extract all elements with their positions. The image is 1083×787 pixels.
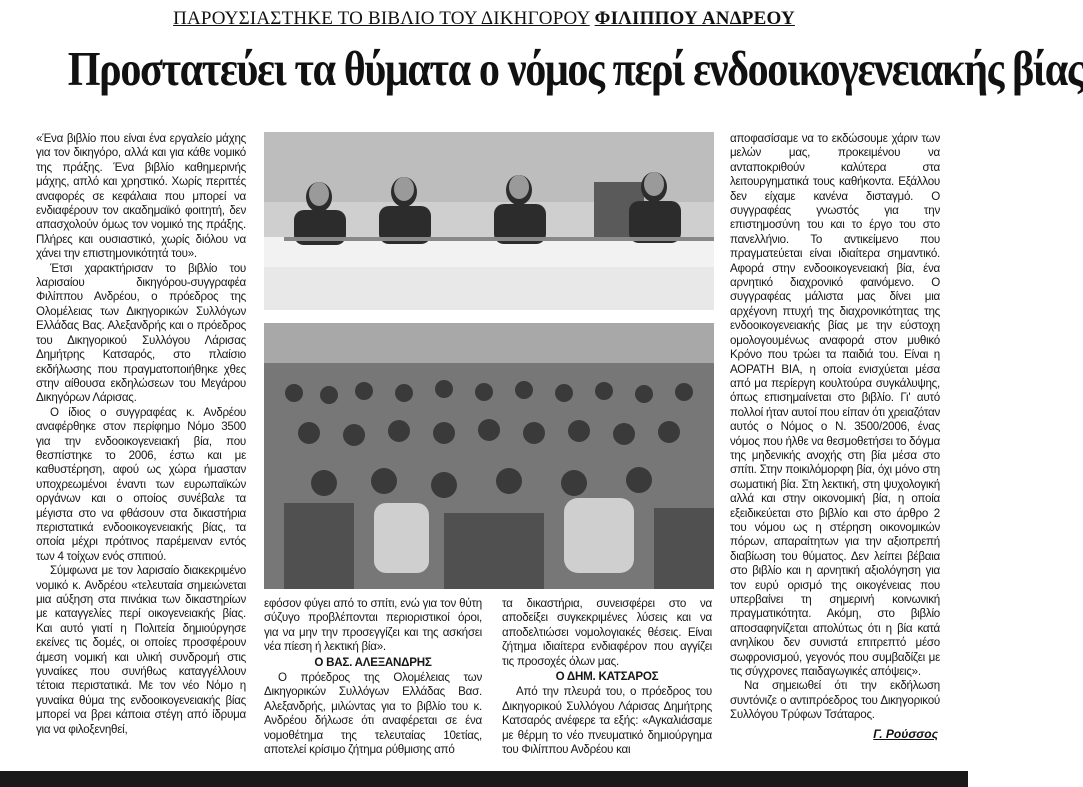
photo-panel-speakers [264, 132, 714, 310]
paragraph: Έτσι χαρακτήρισαν το βιβλίο του λαρισαίου δικηγόρου-συγγραφέα Φιλίππου Ανδρέου, ο πρόεδρος της Ολομέλειας των Δικηγορικών Συλλόγων Ελλάδας Βας. Αλεξανδρής και ο πρόεδρος του Δικηγορικού Συλλόγου Λάρισας Δημήτρης Κατσαρός, στο πλαίσιο εκδήλωσης που πραγματοποιήθηκε χθες στην αίθουσα εκδηλώσεων του Μεγάρου Δικηγόρων Λάρισας. [36, 261, 246, 405]
paragraph: εφόσον φύγει από το σπίτι, ενώ για τον θύτη σύζυγο προβλέπονται περιοριστικοί όροι, για να μην την προσεγγίζει και της ασκήσει νέα πίεση ή λεκτική βία». [264, 597, 482, 654]
article-column-3 [502, 597, 712, 757]
article-column-1 [36, 132, 246, 737]
footer-bar [0, 771, 968, 787]
paragraph: τα δικαστήρια, συνεισφέρει στο να αποδείξει συγκεκριμένες λύσεις και να αποδελτιώσει νομολογιακές θέσεις. Είναι ζήτημα ιδιαίτερα ενδιαφέρον που αγγίζει τις προσοχές όλων μας. [502, 597, 712, 668]
paragraph: Ο ίδιος ο συγγραφέας κ. Ανδρέου αναφέρθηκε στον περίφημο Νόμο 3500 για την ενδοοικογενειακή βία, που θεσπίστηκε το 2006, έστω και με καθυστέρηση, αφού ως χώρα ήμασταν υποχρεωμένοι έναντι των ευρωπαϊκών οργάνων και ο οποίος συνέβαλε τα μέγιστα στο να φθάσουν στα δικαστήρια περιστατικά ενδοοικογενειακής βίας, τα οποία μέχρι πρότινος παρέμειναν εντός των 4 τοίχων ενός σπιτιού. [36, 405, 246, 563]
paragraph: Ο πρόεδρος της Ολομέλειας των Δικηγορικών Συλλόγων Ελλάδας Βασ. Αλεξανδρής, μιλώντας για το βιβλίο του κ. Ανδρέου δήλωσε ότι αναφέρεται σε ένα νομοθέτημα της τελευταίας 10ετίας, αποτελεί κρίσιμο ζήτημα ρύθμισης από [264, 671, 482, 757]
paragraph: Σύμφωνα με τον λαρισαίο διακεκριμένο νομικό κ. Ανδρέου «τελευταία σημειώνεται μια αύξηση στα πινάκια των δικαστηρίων με καταγγελίες περί οικογενειακής βίας. Και αυτό γιατί η Πολιτεία δημιούργησε εκείνες τις δομές, οι οποίες προσφέρουν άμεση νομική και υλική συνδρομή στις γυναίκες που συνήθως καταγγέλλουν τέτοια περιστατικά. Με τον νέο Νόμο η γυναίκα θύμα της ενδοοικογενειακής βίας μπορεί να βρει κάποια στέγη από ίδρυμα για να φιλοξενηθεί, [36, 564, 246, 736]
kicker-name: ΦΙΛΙΠΠΟΥ ΑΝΔΡΕΟΥ [594, 8, 795, 29]
headline: Προστατεύει τα θύματα ο νόμος περί ενδοοικογενειακής βίας [67, 41, 1083, 96]
article-column-2 [264, 597, 482, 757]
subheading: Ο ΒΑΣ. ΑΛΕΞΑΝΔΡΗΣ [314, 655, 432, 669]
article-column-4 [730, 132, 940, 723]
paragraph: Να σημειωθεί ότι την εκδήλωση συντόνιζε ο αντιπρόεδρος του Δικηγορικού Συλλόγου Τρύφων Τσάταρος. [730, 679, 940, 722]
audience-photo-image [264, 323, 714, 589]
byline: Γ. Ρούσσος [873, 727, 938, 741]
kicker [0, 8, 968, 30]
panel-photo-image [264, 132, 714, 310]
subheading: Ο ΔΗΜ. ΚΑΤΣΑΡΟΣ [555, 670, 659, 684]
paragraph: αποφασίσαμε να το εκδώσουμε χάριν των μελών μας, προκειμένου να ανταποκριθούν καλύτερα στα λειτουργηματικά τους καθήκοντα. Εξάλλου δεν είχαμε κανένα δισταγμό. Ο συγγραφέας γνωστός για την επιστημοσύνη του και το έργο του στο πανελλήνιο. Το αντικείμενο που πραγματεύεται είναι ιδιαίτερα σημαντικό. Αφορά στην ενδοοικογενειακή βία, ένα αρνητικό διαχρονικό φαινόμενο. Ο συγγραφέας μάλιστα μας δίνει μια αρχέγονη πτυχή της διαχρονικότητας της ενδοοικογενειακής βίας με την εύστοχη ομολογουμένως αναφορά στον μυθικό Κρόνο που τρώει τα παιδιά του. Είναι η ΑΟΡΑΤΗ ΒΙΑ, η οποία ενισχύεται μέσα από μα περίεργη κουλτούρα συγκάλυψης, όπως επισημαίνεται στο βιβλίο. Γι' αυτό πολλοί ήταν αυτοί που είπαν ότι χρειαζόταν αυτός ο Νόμος ο Ν. 3500/2006, ένας νόμος που ήλθε να θεσμοθετήσει το δόγμα της μηδενικής ανοχής στη βία μέσα στο σπίτι. Στην ποικιλόμορφη βία, όχι μόνο στη σωματική βία. Στη λεκτική, στη ψυχολογική αλλά και στην οικονομική βία, η οποία εξειδικεύεται στο βιβλίο και στο άρθρο 2 του νόμου ως η στέρηση οικονομικών πόρων, απαραίτητων για την αξιοπρεπή διαβίωση του θύματος. Δεν λείπει βέβαια στο βιβλίο και η αρνητική αξιολόγηση για τον ευρύ ορισμό της οικογένειας που υπερβαίνει τη σημερινή κοινωνική πραγματικότητα. Ακόμη, στο βιβλίο αποσαφηνίζεται απολύτως ότι η βία κατά ανηλίκου δεν συνιστά επιτρεπτό μέσο σωφρονισμού, γεγονός που συμβαδίζει με τις σύγχρονες παιδαγωγικές απόψεις». [730, 132, 940, 679]
paragraph: «Ένα βιβλίο που είναι ένα εργαλείο μάχης για τον δικηγόρο, αλλά και για κάθε νομικό της πράξης. Ένα βιβλίο καθημερινής μάχης, απλό και χρηστικό. Χωρίς περιττές αναφορές σε κεφάλαια που μπορεί να ενδιαφέρουν τον ακαδημαϊκό φοιτητή, δεν απασχολούν όμως τον νομικό της πράξης. Πλήρες και ουσιαστικό, χωρίς διόλου να χάνει την επιστημονικότητά του». [36, 132, 246, 261]
kicker-prefix: ΠΑΡΟΥΣΙΑΣΤΗΚΕ ΤΟ ΒΙΒΛΙΟ ΤΟΥ ΔΙΚΗΓΟΡΟΥ [173, 8, 590, 29]
paragraph: Από την πλευρά του, ο πρόεδρος του Δικηγορικού Συλλόγου Λάρισας Δημήτρης Κατσαρός ανέφερε τα εξής: «Αγκαλιάσαμε με θέρμη το νέο πνευματικό δημιούργημα του Φιλίππου Ανδρέου και [502, 685, 712, 757]
photo-audience [264, 323, 714, 589]
